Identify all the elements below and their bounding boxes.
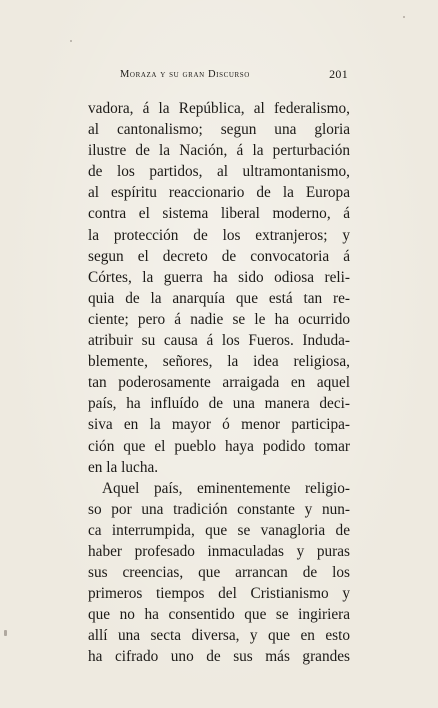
text-line: de los partidos, al ultramontanismo, (88, 163, 350, 181)
text-line: segun el decreto de convocatoria á (88, 247, 350, 265)
running-title: Moraza y su gran Discurso (120, 69, 250, 80)
text-line: al espíritu reaccionario de la Europa (88, 184, 350, 202)
text-line: contra el sistema liberal moderno, á (88, 205, 350, 223)
text-line: la protección de los extranjeros; y (88, 226, 350, 244)
page-number: 201 (329, 67, 348, 81)
text-line: ciente; pero á nadie se le ha ocurrido (88, 310, 350, 328)
text-line: al cantonalismo; segun una gloria (88, 121, 350, 139)
text-line: allí una secta diversa, y que en esto (88, 627, 350, 645)
text-line: atribuir su causa á los Fueros. Induda- (88, 332, 350, 350)
text-line: ha cifrado uno de sus más grandes (88, 648, 350, 666)
text-line: ción que el pueblo haya podido tomar (88, 437, 350, 455)
text-line: ilustre de la Nación, á la perturbación (88, 142, 350, 160)
text-line: país, ha influído de una manera deci- (88, 395, 350, 413)
text-line: en la lucha. (88, 458, 159, 476)
paper-speck (4, 630, 7, 636)
text-line: so por una tradición constante y nun- (88, 500, 350, 518)
text-line: ca interrumpida, que se vanagloria de (88, 521, 350, 539)
text-line: siva en la mayor ó menor participa- (88, 416, 350, 434)
text-line: haber profesado inmaculadas y puras (88, 542, 350, 560)
page-header (90, 65, 348, 83)
text-line: Aquel país, eminentemente religio- (102, 479, 350, 497)
paper-speck (403, 16, 405, 18)
text-line: primeros tiempos del Cristianismo y (88, 585, 350, 603)
paper-speck (70, 40, 72, 42)
text-line: vadora, á la República, al federalismo, (88, 100, 350, 117)
text-line: tan poderosamente arraigada en aquel (88, 374, 350, 392)
text-line: blemente, señores, la idea religiosa, (88, 353, 350, 371)
body-text (88, 98, 350, 668)
text-line: sus creencias, que arrancan de los (88, 564, 350, 582)
text-line: quia de la anarquía que está tan re- (88, 289, 350, 307)
text-line: Córtes, la guerra ha sido odiosa reli- (88, 268, 350, 286)
text-line: que no ha consentido que se ingiriera (88, 606, 350, 624)
